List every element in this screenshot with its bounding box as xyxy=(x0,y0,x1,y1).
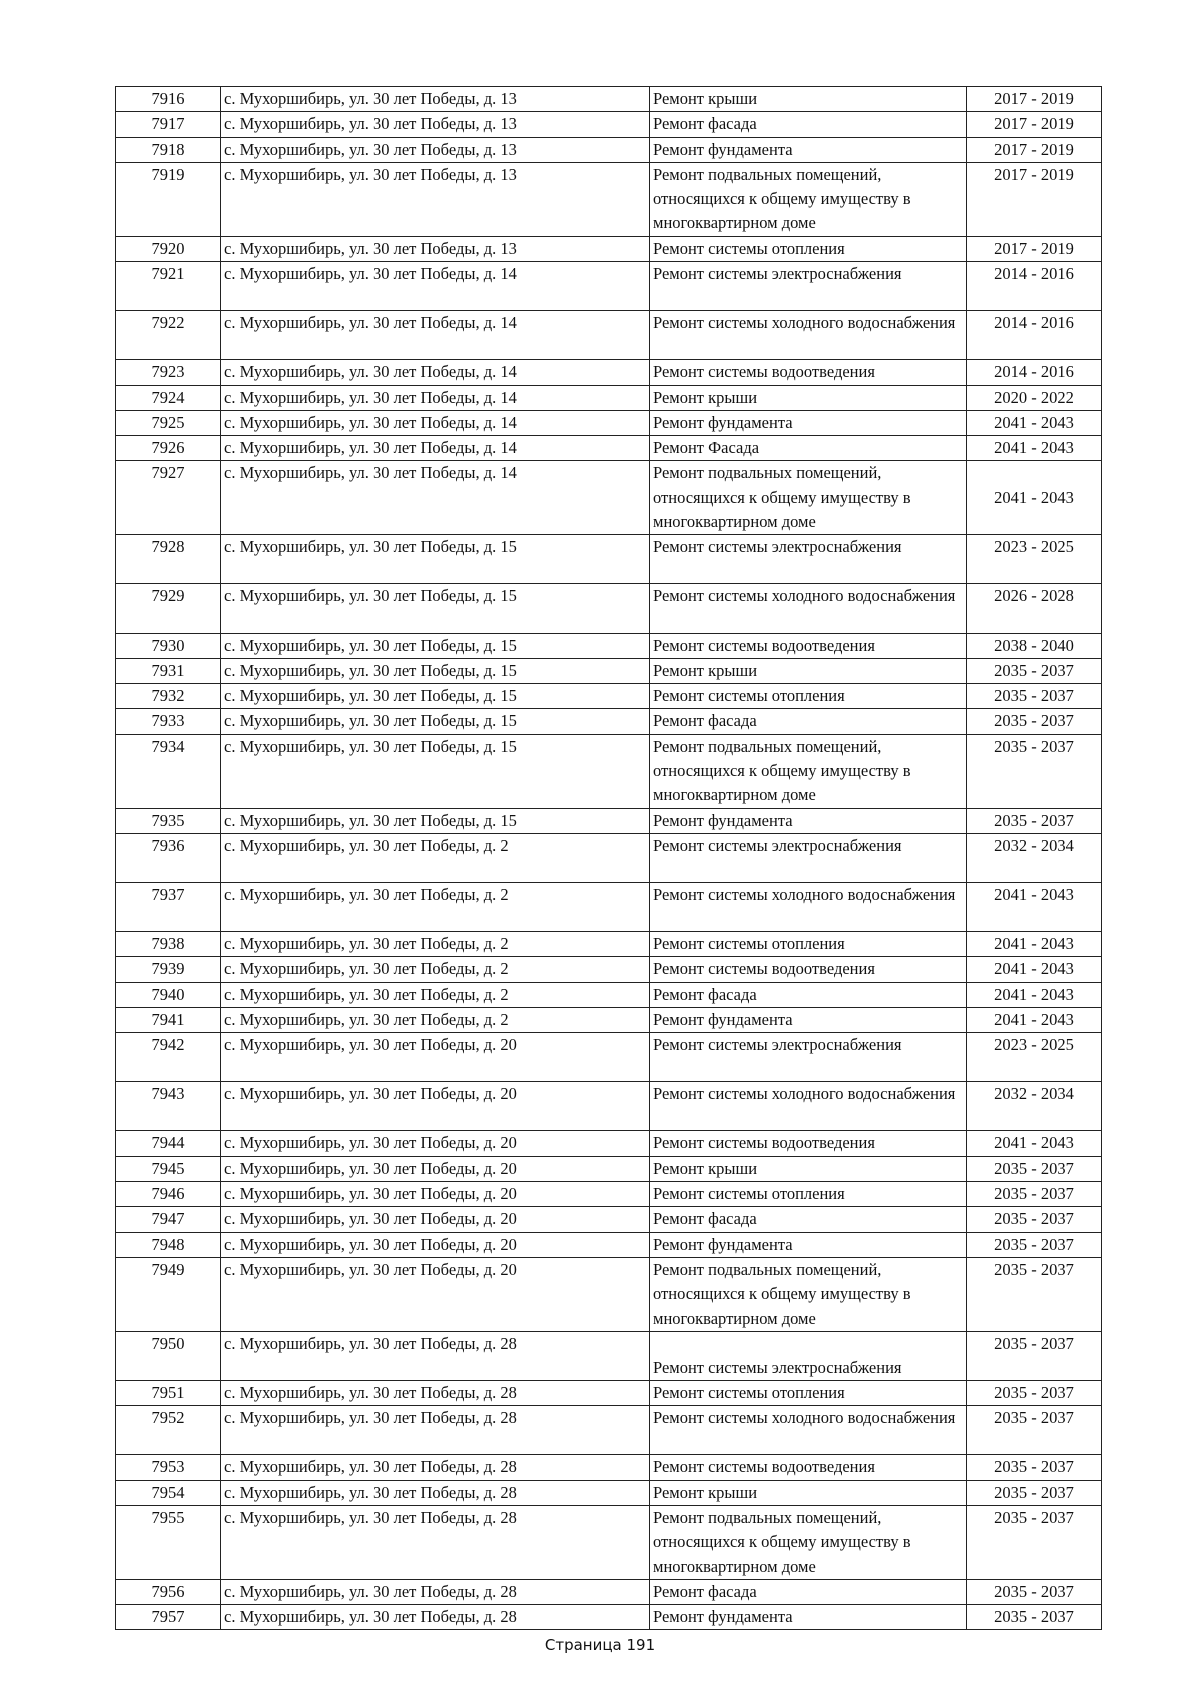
row-number: 7935 xyxy=(116,808,221,833)
row-number: 7944 xyxy=(116,1131,221,1156)
table-row xyxy=(116,1033,1102,1082)
period-cell: 2014 - 2016 xyxy=(967,311,1102,360)
row-number: 7938 xyxy=(116,932,221,957)
address-cell: с. Мухоршибирь, ул. 30 лет Победы, д. 20 xyxy=(221,1182,650,1207)
work-type-cell: Ремонт системы водоотведения xyxy=(650,360,967,385)
period-cell: 2038 - 2040 xyxy=(967,633,1102,658)
row-number: 7937 xyxy=(116,883,221,932)
address-cell: с. Мухоршибирь, ул. 30 лет Победы, д. 2 xyxy=(221,982,650,1007)
table-row xyxy=(116,883,1102,932)
period-cell: 2032 - 2034 xyxy=(967,833,1102,882)
period-cell: 2041 - 2043 xyxy=(967,1131,1102,1156)
table-row xyxy=(116,385,1102,410)
address-cell: с. Мухоршибирь, ул. 30 лет Победы, д. 14 xyxy=(221,436,650,461)
table-row xyxy=(116,436,1102,461)
table-row xyxy=(116,1380,1102,1405)
address-cell: с. Мухоршибирь, ул. 30 лет Победы, д. 15 xyxy=(221,709,650,734)
table-row xyxy=(116,461,1102,535)
period-cell: 2041 - 2043 xyxy=(967,1007,1102,1032)
work-type-cell: Ремонт системы водоотведения xyxy=(650,633,967,658)
work-type-cell: Ремонт системы электроснабжения xyxy=(650,535,967,584)
work-type-cell: Ремонт фасада xyxy=(650,112,967,137)
address-cell: с. Мухоршибирь, ул. 30 лет Победы, д. 28 xyxy=(221,1505,650,1579)
period-cell: 2035 - 2037 xyxy=(967,1406,1102,1455)
address-cell: с. Мухоршибирь, ул. 30 лет Победы, д. 15 xyxy=(221,658,650,683)
address-cell: с. Мухоршибирь, ул. 30 лет Победы, д. 14 xyxy=(221,461,650,535)
table-row xyxy=(116,1082,1102,1131)
work-type-cell: Ремонт крыши xyxy=(650,658,967,683)
work-type-cell: Ремонт системы электроснабжения xyxy=(650,833,967,882)
work-type-cell: Ремонт системы электроснабжения xyxy=(650,1033,967,1082)
table-row xyxy=(116,236,1102,261)
row-number: 7957 xyxy=(116,1605,221,1630)
table-row xyxy=(116,1232,1102,1257)
row-number: 7952 xyxy=(116,1406,221,1455)
row-number: 7931 xyxy=(116,658,221,683)
period-cell: 2035 - 2037 xyxy=(967,1605,1102,1630)
period-cell: 2041 - 2043 xyxy=(967,982,1102,1007)
work-type-cell: Ремонт фундамента xyxy=(650,1007,967,1032)
work-type-cell: Ремонт фундамента xyxy=(650,410,967,435)
work-type-cell: Ремонт фасада xyxy=(650,1207,967,1232)
work-type-cell: Ремонт фасада xyxy=(650,1579,967,1604)
row-number: 7943 xyxy=(116,1082,221,1131)
address-cell: с. Мухоршибирь, ул. 30 лет Победы, д. 2 xyxy=(221,833,650,882)
address-cell: с. Мухоршибирь, ул. 30 лет Победы, д. 28 xyxy=(221,1579,650,1604)
table-row xyxy=(116,1505,1102,1579)
work-type-cell: Ремонт системы электроснабжения xyxy=(650,262,967,311)
work-type-cell: Ремонт системы холодного водоснабжения xyxy=(650,1082,967,1131)
work-type-cell: Ремонт подвальных помещений, относящихся к общему имуществу в многоквартирном доме xyxy=(650,461,967,535)
work-type-cell: Ремонт системы отопления xyxy=(650,684,967,709)
row-number: 7933 xyxy=(116,709,221,734)
period-cell: 2032 - 2034 xyxy=(967,1082,1102,1131)
period-cell: 2035 - 2037 xyxy=(967,1182,1102,1207)
address-cell: с. Мухоршибирь, ул. 30 лет Победы, д. 20 xyxy=(221,1207,650,1232)
table-row xyxy=(116,311,1102,360)
address-cell: с. Мухоршибирь, ул. 30 лет Победы, д. 15 xyxy=(221,684,650,709)
row-number: 7948 xyxy=(116,1232,221,1257)
period-cell: 2035 - 2037 xyxy=(967,1455,1102,1480)
table-row xyxy=(116,808,1102,833)
address-cell: с. Мухоршибирь, ул. 30 лет Победы, д. 14 xyxy=(221,360,650,385)
row-number: 7947 xyxy=(116,1207,221,1232)
page-number: Страница 191 xyxy=(544,1636,656,1654)
row-number: 7928 xyxy=(116,535,221,584)
repair-schedule-table-wrapper xyxy=(115,86,1101,1630)
period-cell: 2041 - 2043 xyxy=(967,461,1102,535)
table-row xyxy=(116,137,1102,162)
address-cell: с. Мухоршибирь, ул. 30 лет Победы, д. 13 xyxy=(221,236,650,261)
address-cell: с. Мухоршибирь, ул. 30 лет Победы, д. 20 xyxy=(221,1131,650,1156)
period-cell: 2014 - 2016 xyxy=(967,360,1102,385)
address-cell: с. Мухоршибирь, ул. 30 лет Победы, д. 2 xyxy=(221,932,650,957)
work-type-cell: Ремонт подвальных помещений, относящихся к общему имуществу в многоквартирном доме xyxy=(650,1257,967,1331)
table-row xyxy=(116,360,1102,385)
address-cell: с. Мухоршибирь, ул. 30 лет Победы, д. 20 xyxy=(221,1156,650,1181)
row-number: 7926 xyxy=(116,436,221,461)
work-type-cell: Ремонт системы водоотведения xyxy=(650,957,967,982)
table-row xyxy=(116,410,1102,435)
address-cell: с. Мухоршибирь, ул. 30 лет Победы, д. 28 xyxy=(221,1331,650,1380)
table-row xyxy=(116,1480,1102,1505)
table-row xyxy=(116,833,1102,882)
period-cell: 2041 - 2043 xyxy=(967,436,1102,461)
period-cell: 2035 - 2037 xyxy=(967,734,1102,808)
row-number: 7956 xyxy=(116,1579,221,1604)
work-type-cell: Ремонт системы водоотведения xyxy=(650,1131,967,1156)
repair-schedule-table xyxy=(115,86,1102,1630)
period-cell: 2017 - 2019 xyxy=(967,137,1102,162)
period-cell: 2035 - 2037 xyxy=(967,1232,1102,1257)
row-number: 7921 xyxy=(116,262,221,311)
work-type-cell: Ремонт системы холодного водоснабжения xyxy=(650,311,967,360)
work-type-cell: Ремонт фундамента xyxy=(650,808,967,833)
address-cell: с. Мухоршибирь, ул. 30 лет Победы, д. 13 xyxy=(221,112,650,137)
row-number: 7946 xyxy=(116,1182,221,1207)
table-row xyxy=(116,982,1102,1007)
row-number: 7950 xyxy=(116,1331,221,1380)
row-number: 7924 xyxy=(116,385,221,410)
address-cell: с. Мухоршибирь, ул. 30 лет Победы, д. 28 xyxy=(221,1406,650,1455)
row-number: 7919 xyxy=(116,162,221,236)
address-cell: с. Мухоршибирь, ул. 30 лет Победы, д. 20 xyxy=(221,1232,650,1257)
row-number: 7936 xyxy=(116,833,221,882)
period-cell: 2017 - 2019 xyxy=(967,236,1102,261)
row-number: 7953 xyxy=(116,1455,221,1480)
period-cell: 2035 - 2037 xyxy=(967,1380,1102,1405)
row-number: 7939 xyxy=(116,957,221,982)
address-cell: с. Мухоршибирь, ул. 30 лет Победы, д. 13 xyxy=(221,162,650,236)
work-type-cell: Ремонт системы отопления xyxy=(650,1182,967,1207)
table-row xyxy=(116,1207,1102,1232)
address-cell: с. Мухоршибирь, ул. 30 лет Победы, д. 15 xyxy=(221,535,650,584)
table-row xyxy=(116,262,1102,311)
table-row xyxy=(116,112,1102,137)
period-cell: 2020 - 2022 xyxy=(967,385,1102,410)
address-cell: с. Мухоршибирь, ул. 30 лет Победы, д. 20 xyxy=(221,1033,650,1082)
work-type-cell: Ремонт системы холодного водоснабжения xyxy=(650,584,967,633)
row-number: 7945 xyxy=(116,1156,221,1181)
work-type-cell: Ремонт подвальных помещений, относящихся к общему имуществу в многоквартирном доме xyxy=(650,734,967,808)
period-cell: 2035 - 2037 xyxy=(967,684,1102,709)
row-number: 7951 xyxy=(116,1380,221,1405)
table-row xyxy=(116,1331,1102,1380)
address-cell: с. Мухоршибирь, ул. 30 лет Победы, д. 28 xyxy=(221,1380,650,1405)
table-row xyxy=(116,1156,1102,1181)
work-type-cell: Ремонт подвальных помещений, относящихся к общему имуществу в многоквартирном доме xyxy=(650,162,967,236)
period-cell: 2035 - 2037 xyxy=(967,1207,1102,1232)
address-cell: с. Мухоршибирь, ул. 30 лет Победы, д. 20 xyxy=(221,1082,650,1131)
address-cell: с. Мухоршибирь, ул. 30 лет Победы, д. 2 xyxy=(221,883,650,932)
work-type-cell: Ремонт системы электроснабжения xyxy=(650,1331,967,1380)
period-cell: 2035 - 2037 xyxy=(967,1257,1102,1331)
address-cell: с. Мухоршибирь, ул. 30 лет Победы, д. 15 xyxy=(221,734,650,808)
row-number: 7942 xyxy=(116,1033,221,1082)
period-cell: 2035 - 2037 xyxy=(967,808,1102,833)
address-cell: с. Мухоршибирь, ул. 30 лет Победы, д. 13 xyxy=(221,87,650,112)
period-cell: 2041 - 2043 xyxy=(967,932,1102,957)
row-number: 7929 xyxy=(116,584,221,633)
table-row xyxy=(116,1455,1102,1480)
period-cell: 2035 - 2037 xyxy=(967,1579,1102,1604)
row-number: 7922 xyxy=(116,311,221,360)
table-row xyxy=(116,1182,1102,1207)
period-cell: 2017 - 2019 xyxy=(967,112,1102,137)
period-cell: 2017 - 2019 xyxy=(967,162,1102,236)
address-cell: с. Мухоршибирь, ул. 30 лет Победы, д. 15 xyxy=(221,633,650,658)
address-cell: с. Мухоршибирь, ул. 30 лет Победы, д. 14 xyxy=(221,262,650,311)
row-number: 7923 xyxy=(116,360,221,385)
table-row xyxy=(116,1406,1102,1455)
table-row xyxy=(116,957,1102,982)
work-type-cell: Ремонт крыши xyxy=(650,87,967,112)
table-row xyxy=(116,684,1102,709)
table-row xyxy=(116,162,1102,236)
work-type-cell: Ремонт фундамента xyxy=(650,137,967,162)
row-number: 7927 xyxy=(116,461,221,535)
row-number: 7954 xyxy=(116,1480,221,1505)
table-row xyxy=(116,709,1102,734)
table-row xyxy=(116,633,1102,658)
work-type-cell: Ремонт крыши xyxy=(650,385,967,410)
address-cell: с. Мухоршибирь, ул. 30 лет Победы, д. 20 xyxy=(221,1257,650,1331)
table-row xyxy=(116,535,1102,584)
row-number: 7918 xyxy=(116,137,221,162)
row-number: 7930 xyxy=(116,633,221,658)
address-cell: с. Мухоршибирь, ул. 30 лет Победы, д. 14 xyxy=(221,311,650,360)
work-type-cell: Ремонт фундамента xyxy=(650,1605,967,1630)
work-type-cell: Ремонт системы отопления xyxy=(650,1380,967,1405)
work-type-cell: Ремонт крыши xyxy=(650,1156,967,1181)
work-type-cell: Ремонт крыши xyxy=(650,1480,967,1505)
period-cell: 2014 - 2016 xyxy=(967,262,1102,311)
work-type-cell: Ремонт фасада xyxy=(650,709,967,734)
address-cell: с. Мухоршибирь, ул. 30 лет Победы, д. 15 xyxy=(221,808,650,833)
period-cell: 2035 - 2037 xyxy=(967,709,1102,734)
period-cell: 2017 - 2019 xyxy=(967,87,1102,112)
table-row xyxy=(116,1605,1102,1630)
row-number: 7916 xyxy=(116,87,221,112)
period-cell: 2035 - 2037 xyxy=(967,1480,1102,1505)
row-number: 7940 xyxy=(116,982,221,1007)
row-number: 7941 xyxy=(116,1007,221,1032)
period-cell: 2041 - 2043 xyxy=(967,957,1102,982)
row-number: 7920 xyxy=(116,236,221,261)
table-row xyxy=(116,1257,1102,1331)
row-number: 7955 xyxy=(116,1505,221,1579)
table-row xyxy=(116,584,1102,633)
work-type-cell: Ремонт фундамента xyxy=(650,1232,967,1257)
table-row xyxy=(116,1579,1102,1604)
address-cell: с. Мухоршибирь, ул. 30 лет Победы, д. 14 xyxy=(221,410,650,435)
work-type-cell: Ремонт системы отопления xyxy=(650,236,967,261)
period-cell: 2041 - 2043 xyxy=(967,883,1102,932)
table-row xyxy=(116,1131,1102,1156)
work-type-cell: Ремонт подвальных помещений, относящихся к общему имуществу в многоквартирном доме xyxy=(650,1505,967,1579)
address-cell: с. Мухоршибирь, ул. 30 лет Победы, д. 2 xyxy=(221,1007,650,1032)
work-type-cell: Ремонт Фасада xyxy=(650,436,967,461)
address-cell: с. Мухоршибирь, ул. 30 лет Победы, д. 14 xyxy=(221,385,650,410)
period-cell: 2035 - 2037 xyxy=(967,658,1102,683)
table-row xyxy=(116,734,1102,808)
period-cell: 2026 - 2028 xyxy=(967,584,1102,633)
table-row xyxy=(116,658,1102,683)
row-number: 7925 xyxy=(116,410,221,435)
address-cell: с. Мухоршибирь, ул. 30 лет Победы, д. 28 xyxy=(221,1605,650,1630)
address-cell: с. Мухоршибирь, ул. 30 лет Победы, д. 13 xyxy=(221,137,650,162)
work-type-cell: Ремонт фасада xyxy=(650,982,967,1007)
table-row xyxy=(116,1007,1102,1032)
period-cell: 2035 - 2037 xyxy=(967,1505,1102,1579)
row-number: 7917 xyxy=(116,112,221,137)
period-cell: 2041 - 2043 xyxy=(967,410,1102,435)
row-number: 7949 xyxy=(116,1257,221,1331)
address-cell: с. Мухоршибирь, ул. 30 лет Победы, д. 2 xyxy=(221,957,650,982)
address-cell: с. Мухоршибирь, ул. 30 лет Победы, д. 15 xyxy=(221,584,650,633)
work-type-cell: Ремонт системы холодного водоснабжения xyxy=(650,1406,967,1455)
period-cell: 2023 - 2025 xyxy=(967,1033,1102,1082)
period-cell: 2035 - 2037 xyxy=(967,1156,1102,1181)
work-type-cell: Ремонт системы холодного водоснабжения xyxy=(650,883,967,932)
work-type-cell: Ремонт системы водоотведения xyxy=(650,1455,967,1480)
address-cell: с. Мухоршибирь, ул. 30 лет Победы, д. 28 xyxy=(221,1480,650,1505)
table-body xyxy=(116,87,1102,1630)
period-cell: 2035 - 2037 xyxy=(967,1331,1102,1380)
address-cell: с. Мухоршибирь, ул. 30 лет Победы, д. 28 xyxy=(221,1455,650,1480)
period-cell: 2023 - 2025 xyxy=(967,535,1102,584)
row-number: 7934 xyxy=(116,734,221,808)
table-row xyxy=(116,932,1102,957)
work-type-cell: Ремонт системы отопления xyxy=(650,932,967,957)
table-row xyxy=(116,87,1102,112)
row-number: 7932 xyxy=(116,684,221,709)
